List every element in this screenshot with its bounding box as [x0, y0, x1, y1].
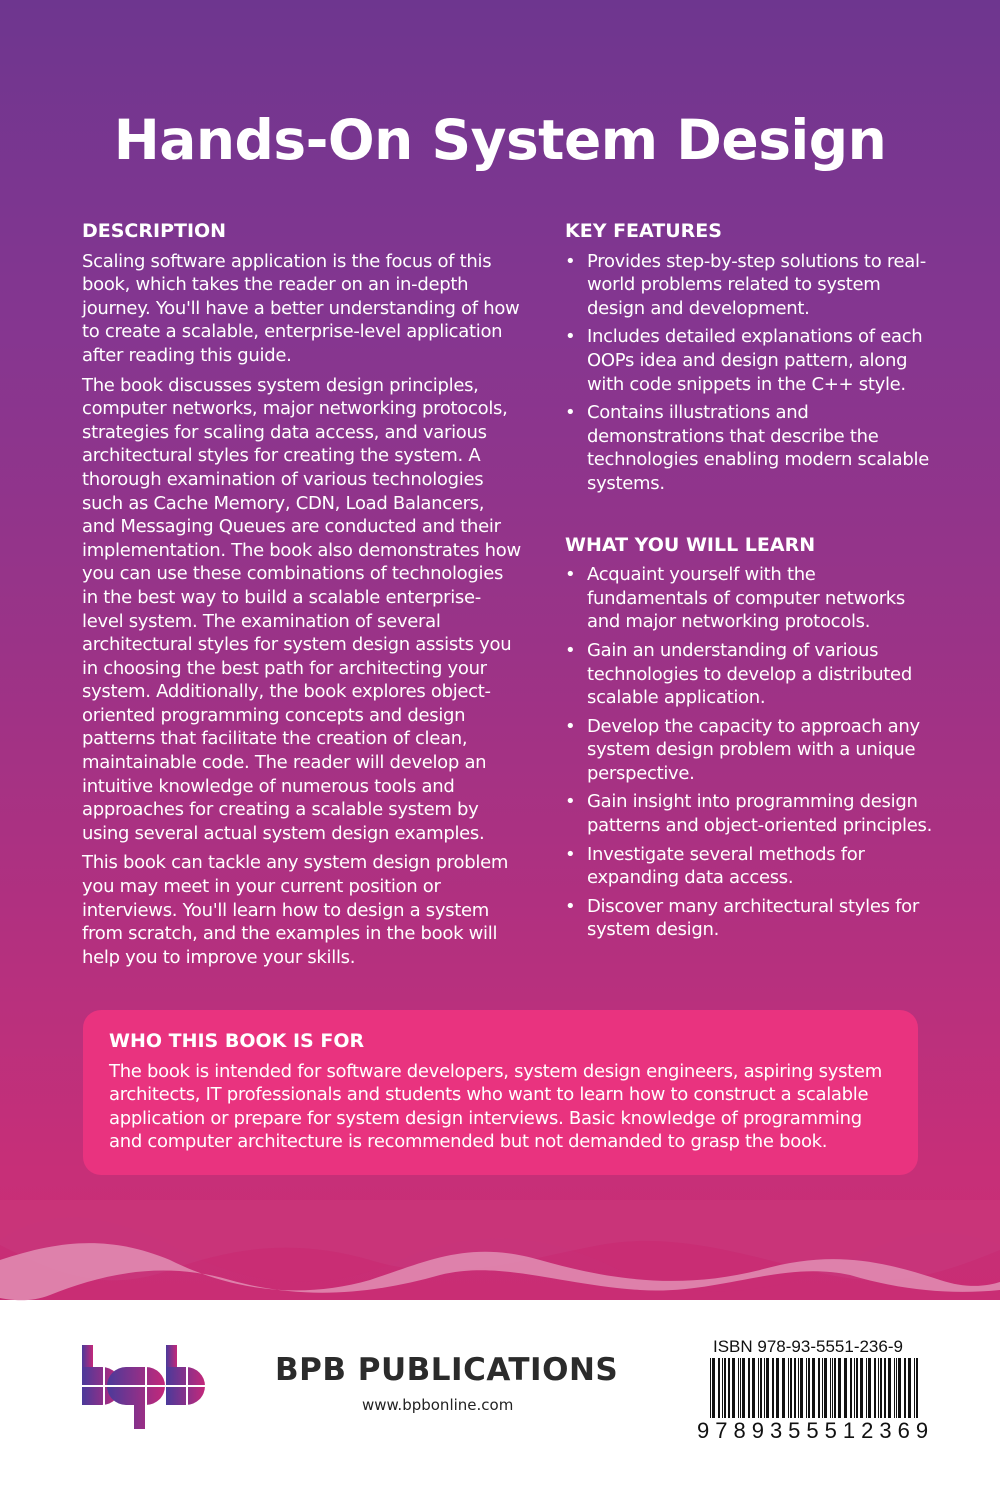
barcode-bar: [830, 1358, 831, 1420]
barcode-bar: [880, 1358, 882, 1420]
who-heading: WHO THIS BOOK IS FOR: [109, 1030, 365, 1052]
learn-heading: WHAT YOU WILL LEARN: [565, 533, 816, 556]
barcode-bar: [850, 1358, 852, 1420]
key-features-list: [565, 250, 935, 496]
barcode-bar: [868, 1358, 871, 1420]
barcode-bar: [860, 1358, 863, 1420]
barcode-bar: [878, 1358, 879, 1420]
barcode-bar: [856, 1358, 858, 1420]
barcode-bar: [800, 1358, 803, 1420]
book-title: Hands-On System Design: [113, 108, 887, 172]
barcode-digits: 9789355512369: [697, 1418, 935, 1443]
barcode-bar: [722, 1358, 723, 1420]
barcode-bar: [728, 1358, 730, 1420]
barcode-bar: [844, 1358, 847, 1420]
barcode-bar: [724, 1358, 726, 1420]
barcode-bar: [782, 1358, 785, 1420]
barcode-bar: [788, 1358, 789, 1420]
barcode-bar: [758, 1358, 759, 1420]
barcode-bar: [790, 1358, 792, 1420]
barcode-bar: [794, 1358, 796, 1420]
barcode-bar: [888, 1358, 891, 1420]
barcode-bar: [776, 1358, 779, 1420]
barcode-bar: [866, 1358, 867, 1420]
barcode-bar: [806, 1358, 807, 1420]
wave-decoration: [0, 1200, 1000, 1310]
description-heading: DESCRIPTION: [82, 220, 227, 242]
barcode-bar: [748, 1358, 750, 1420]
barcode-bar: [908, 1358, 911, 1420]
barcode-bar: [894, 1358, 895, 1420]
list-item: • Gain an understanding of various technologies to develop a distributed scalable application.: [565, 639, 935, 710]
barcode-bar: [854, 1358, 855, 1420]
learn-list: [565, 563, 935, 942]
barcode-bar: [752, 1358, 755, 1420]
barcode-bar: [874, 1358, 876, 1420]
barcode-bar: [896, 1358, 897, 1420]
barcode-bar: [824, 1358, 827, 1420]
list-item: • Contains illustrations and demonstrations that describe the technologies enabling modern scalable systems.: [565, 401, 935, 495]
publisher-name: BPB PUBLICATIONS: [275, 1352, 619, 1388]
bpb-logo: [82, 1345, 206, 1429]
description-section: [82, 220, 522, 975]
description-paragraph: Scaling software application is the focus of this book, which takes the reader on an in-depth journey. You'll have a better understanding of how to create a scalable, enterprise-level application after reading this guide.: [82, 250, 520, 366]
barcode-bar: [764, 1358, 765, 1420]
barcode-bar: [898, 1358, 901, 1420]
barcode-bar: [742, 1358, 745, 1420]
barcode-bar: [904, 1358, 906, 1420]
barcode-bar: [798, 1358, 799, 1420]
who-text: The book is intended for software developers, system design engineers, aspiring system architects, IT professionals and students who want to learn how to construct a scalable application or prepare for system design interviews. Basic knowledge of programming and computer architecture is recommended but not demanded to grasp the book.: [109, 1060, 882, 1153]
description-paragraph: This book can tackle any system design problem you may meet in your current position or interviews. You'll learn how to design a system from scratch, and the examples in the book will help you to improve your skills.: [82, 852, 509, 968]
list-item: • Discover many architectural styles for system design.: [565, 895, 935, 942]
barcode-bar: [772, 1358, 774, 1420]
list-item: • Provides step-by-step solutions to real-world problems related to system design and development.: [565, 250, 935, 321]
description-paragraph: The book discusses system design principles, computer networks, major networking protocols, strategies for scaling data access, and various architectural styles for creating the system. A thorough examination of various technologies such as Cache Memory, CDN, Load Balancers, and Messaging Queues are conducted and their implementation. The book also demonstrates how you can use these combinations of technologies in the best way to build a scalable enterprise-level system. The examination of several architectural styles for system design assists you in choosing the best path for architecting your system. Additionally, the book explores object-oriented programming concepts and design patterns that facilitate the creation of clean, maintainable code. The reader will develop an intuitive knowledge of numerous tools and approaches for creating a scalable system by using several actual system design examples.: [82, 374, 521, 844]
list-item: • Gain insight into programming design patterns and object-oriented principles.: [565, 790, 935, 837]
list-item: • Develop the capacity to approach any system design problem with a unique perspective.: [565, 715, 935, 786]
barcode-bar: [740, 1358, 741, 1420]
barcode-bar: [738, 1358, 739, 1420]
list-item: • Includes detailed explanations of each OOPs idea and design pattern, along with code snippets in the C++ style.: [565, 325, 935, 396]
right-column: [565, 220, 935, 947]
barcode-bar: [834, 1358, 836, 1420]
key-features-heading: KEY FEATURES: [565, 220, 722, 242]
barcode-bar: [832, 1358, 833, 1420]
barcode-bar: [766, 1358, 769, 1420]
list-item: • Investigate several methods for expanding data access.: [565, 843, 935, 890]
who-this-book-is-for-box: [83, 1010, 918, 1175]
barcode-bar: [808, 1358, 810, 1420]
list-item: • Acquaint yourself with the fundamentals of computer networks and major networking protocols.: [565, 563, 935, 634]
isbn-label: ISBN 978-93-5551-236-9: [713, 1337, 903, 1356]
barcode-bar: [822, 1358, 823, 1420]
barcode-bar: [732, 1358, 735, 1420]
publisher-url[interactable]: www.bpbonline.com: [362, 1396, 514, 1414]
barcode-bar: [838, 1358, 841, 1420]
barcode-bar: [718, 1358, 720, 1420]
barcode-bar: [760, 1358, 762, 1420]
barcode-bar: [884, 1358, 886, 1420]
barcode-bar: [818, 1358, 820, 1420]
